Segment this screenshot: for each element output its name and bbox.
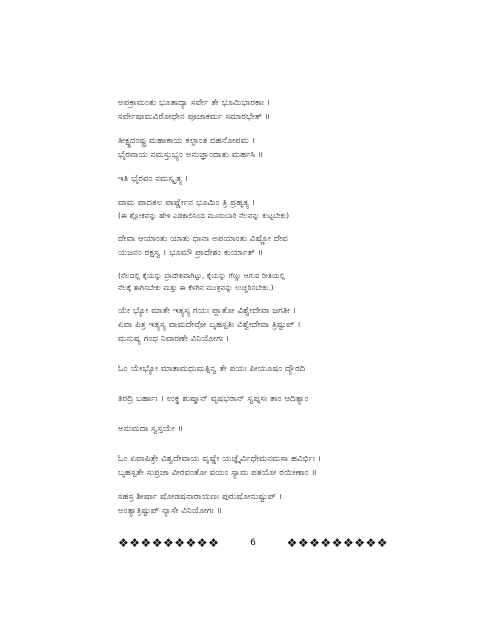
instruction-pradesha: [118, 270, 478, 294]
verse-line: ತಿರದ್ರಿ ಬರ್ಹಾಃ । ಉಕ್ಥ ಶುಷ್ಮಾನ್ ವೃಷಭರಾನ್ ಸ್ವಪ್ನಸಃ ತಾಂ ಆದಿತ್ಯಾಂ: [118, 394, 309, 404]
viniyoga-sahasra-shirsha: [118, 490, 478, 518]
mantra-eva-pitre: [118, 452, 478, 480]
viniyoga-ye-bhyo: [118, 304, 478, 346]
verse-line: ಯಜನಂ ರಕ್ಷಸ್ವ । ಭೂಮೌ ಪ್ರಾದೇಶಂ ಕುರ್ಯಾತ್ ॥: [118, 248, 264, 258]
verse-line: ಇತಿ ಭೈರವಂ ನಮಸ್ಕೃತ್ಯ ।: [118, 174, 189, 184]
verse-line: ಸರ್ವೇಷಾಮವಿರೋಧೇನ ಪೂಜಾಕರ್ಮ ಸಮಾರಭೇತ್ ॥: [118, 112, 271, 122]
verse-line: ಬೃಹಸ್ಪತೇ ಸುಪ್ರಜಾ ವೀರವಂತೋ ವಯಂ ಸ್ಯಾಮ ಪತಯೋ ರಯೀಣಾಂ ॥: [118, 468, 317, 478]
mantra-ye-bhyo-line1: [118, 362, 478, 376]
diamond-ornament-left: ❖❖❖❖❖❖❖❖❖: [118, 536, 220, 550]
mantra-ye-bhyo-line2: [118, 392, 478, 406]
verse-line: ದೇವಾ ಆಯಾಂತು ಯಾತು ಧಾನಾ ಅಪಯಾಂತು ವಿಷ್ಣೋ ದೇವ: [118, 234, 288, 244]
instruction-note: ನೆಲಕ್ಕೆ ತಾಗಿಸಬೇಕು ಮತ್ತು ಈ ಕೆಳಗಿನ ಮಂತ್ರವನ್ನು ಉಚ್ಚರಿಸಬೇಕು.): [118, 283, 274, 292]
verse-line: ವಾಮ ಪಾದತಲ ಪಾರ್ಷ್ಣೇನ ಭೂಮಿಂ ತ್ರಿ ಪ್ರಹೃತ್ಯ ।: [118, 198, 256, 208]
verse-line: ಸಹಸ್ರ ಶೀರ್ಷಾ ಷೋಡಷನಾರಾಯಣಃ ಪುರುಷೋನುಷ್ಟುಪ್ ।: [118, 492, 283, 502]
verse-line: ಓಂ ಯೇಭ್ಯೋ ಮಾತಾಮಧುಮತ್ಪಿನ್ವ ತೇ ಪಯಃ ಪೀಯೂಷಂ ದ್ಯೌರದಿ: [118, 364, 306, 374]
verse-tikshna: [118, 134, 478, 162]
page-body: [118, 96, 478, 528]
verse-line: ಅಂತ್ಯಾತ್ರಿಷ್ಟುಪ್ ನ್ಯಾಸೇ ವಿನಿಯೋಗಃ ॥: [118, 506, 222, 516]
diamond-ornament-right: ❖❖❖❖❖❖❖❖❖: [286, 536, 388, 550]
verse-line: ಭೈರವಾಯ ನಮಸ್ತುಭ್ಯಂ ಅನುಜ್ಞಾಂದಾತು ಮರ್ಹಸಿ ॥: [118, 150, 264, 160]
verse-vama-pada: [118, 196, 478, 222]
instruction-note: (ಈ ಶ್ಲೋಕವನ್ನು ಹೇಳಿ ಎಡಕಾಲಿನಿಂದ ಮೂರುಬಾರಿ ನೆಲವನ್ನು ಕುಟ್ಟಬೇಕು): [118, 211, 290, 220]
instruction-note: (ನೆಲದಲ್ಲಿ ಕೈಯನ್ನು ಪ್ರಾದೇಶವಾಗಿಟ್ಟು, ಕೈಯನ್ನು ಗೆಣ್ಣು ಆಗುವ ರೀತಿಯಲ್ಲಿ: [118, 271, 286, 280]
verse-line: ಏವಾ ಪಿತ್ರ ಇತ್ಯಸ್ಯ ವಾಮದೇವೋ ಬೃಹಸ್ಪತಿಃ ವಿಶ್ವೇದೇವಾ ತ್ರಿಷ್ಟುಪ್ ।: [118, 320, 301, 330]
verse-apakramantu: [118, 96, 478, 124]
mantra-ye-bhyo-line3: [118, 422, 478, 436]
instruction-bhairava: [118, 172, 478, 186]
verse-line: ಓಂ ಏವಾಪಿತ್ರೇ ವಿಶ್ವದೇವಾಯ ವೃಷ್ಣೇ ಯಜ್ಞೈರ್ವಿಧೇಮನಮಸಾ ಹವಿರ್ಭಿಃ ।: [118, 454, 322, 464]
page-number: 6: [250, 538, 256, 548]
verse-line: ಯೇ ಭ್ಯೋ ಮಾತೇ ಇತ್ಯಸ್ಯ ಗಯಃ ಪ್ಲಾತೋ ವಿಶ್ವೇದೇವಾ ಜಗತೀ ।: [118, 306, 297, 316]
verse-deva-ayantu: [118, 232, 478, 260]
verse-line: ಅಪಕ್ರಾಮಂತು ಭೂತಾದ್ಯಾ ಸರ್ವೇ ತೇ ಭೂಮಿಭಾರಕಾಃ ।: [118, 98, 271, 108]
verse-line: ಮನುಷ್ಯ ಗಂಧ ನಿವಾರಣೇ ವಿನಿಯೋಗಃ ।: [118, 334, 230, 344]
verse-line: ಅನುಮದಾ ಸ್ವಸ್ತಯೇ ॥: [118, 424, 184, 434]
verse-line: ತೀಕ್ಷ್ಣದಂಷ್ಟ್ರ ಮಹಾಕಾಯ ಕಲ್ಪಾಂತ ದಹನೋಪಮ ।: [118, 136, 256, 146]
page-footer: [118, 536, 388, 550]
